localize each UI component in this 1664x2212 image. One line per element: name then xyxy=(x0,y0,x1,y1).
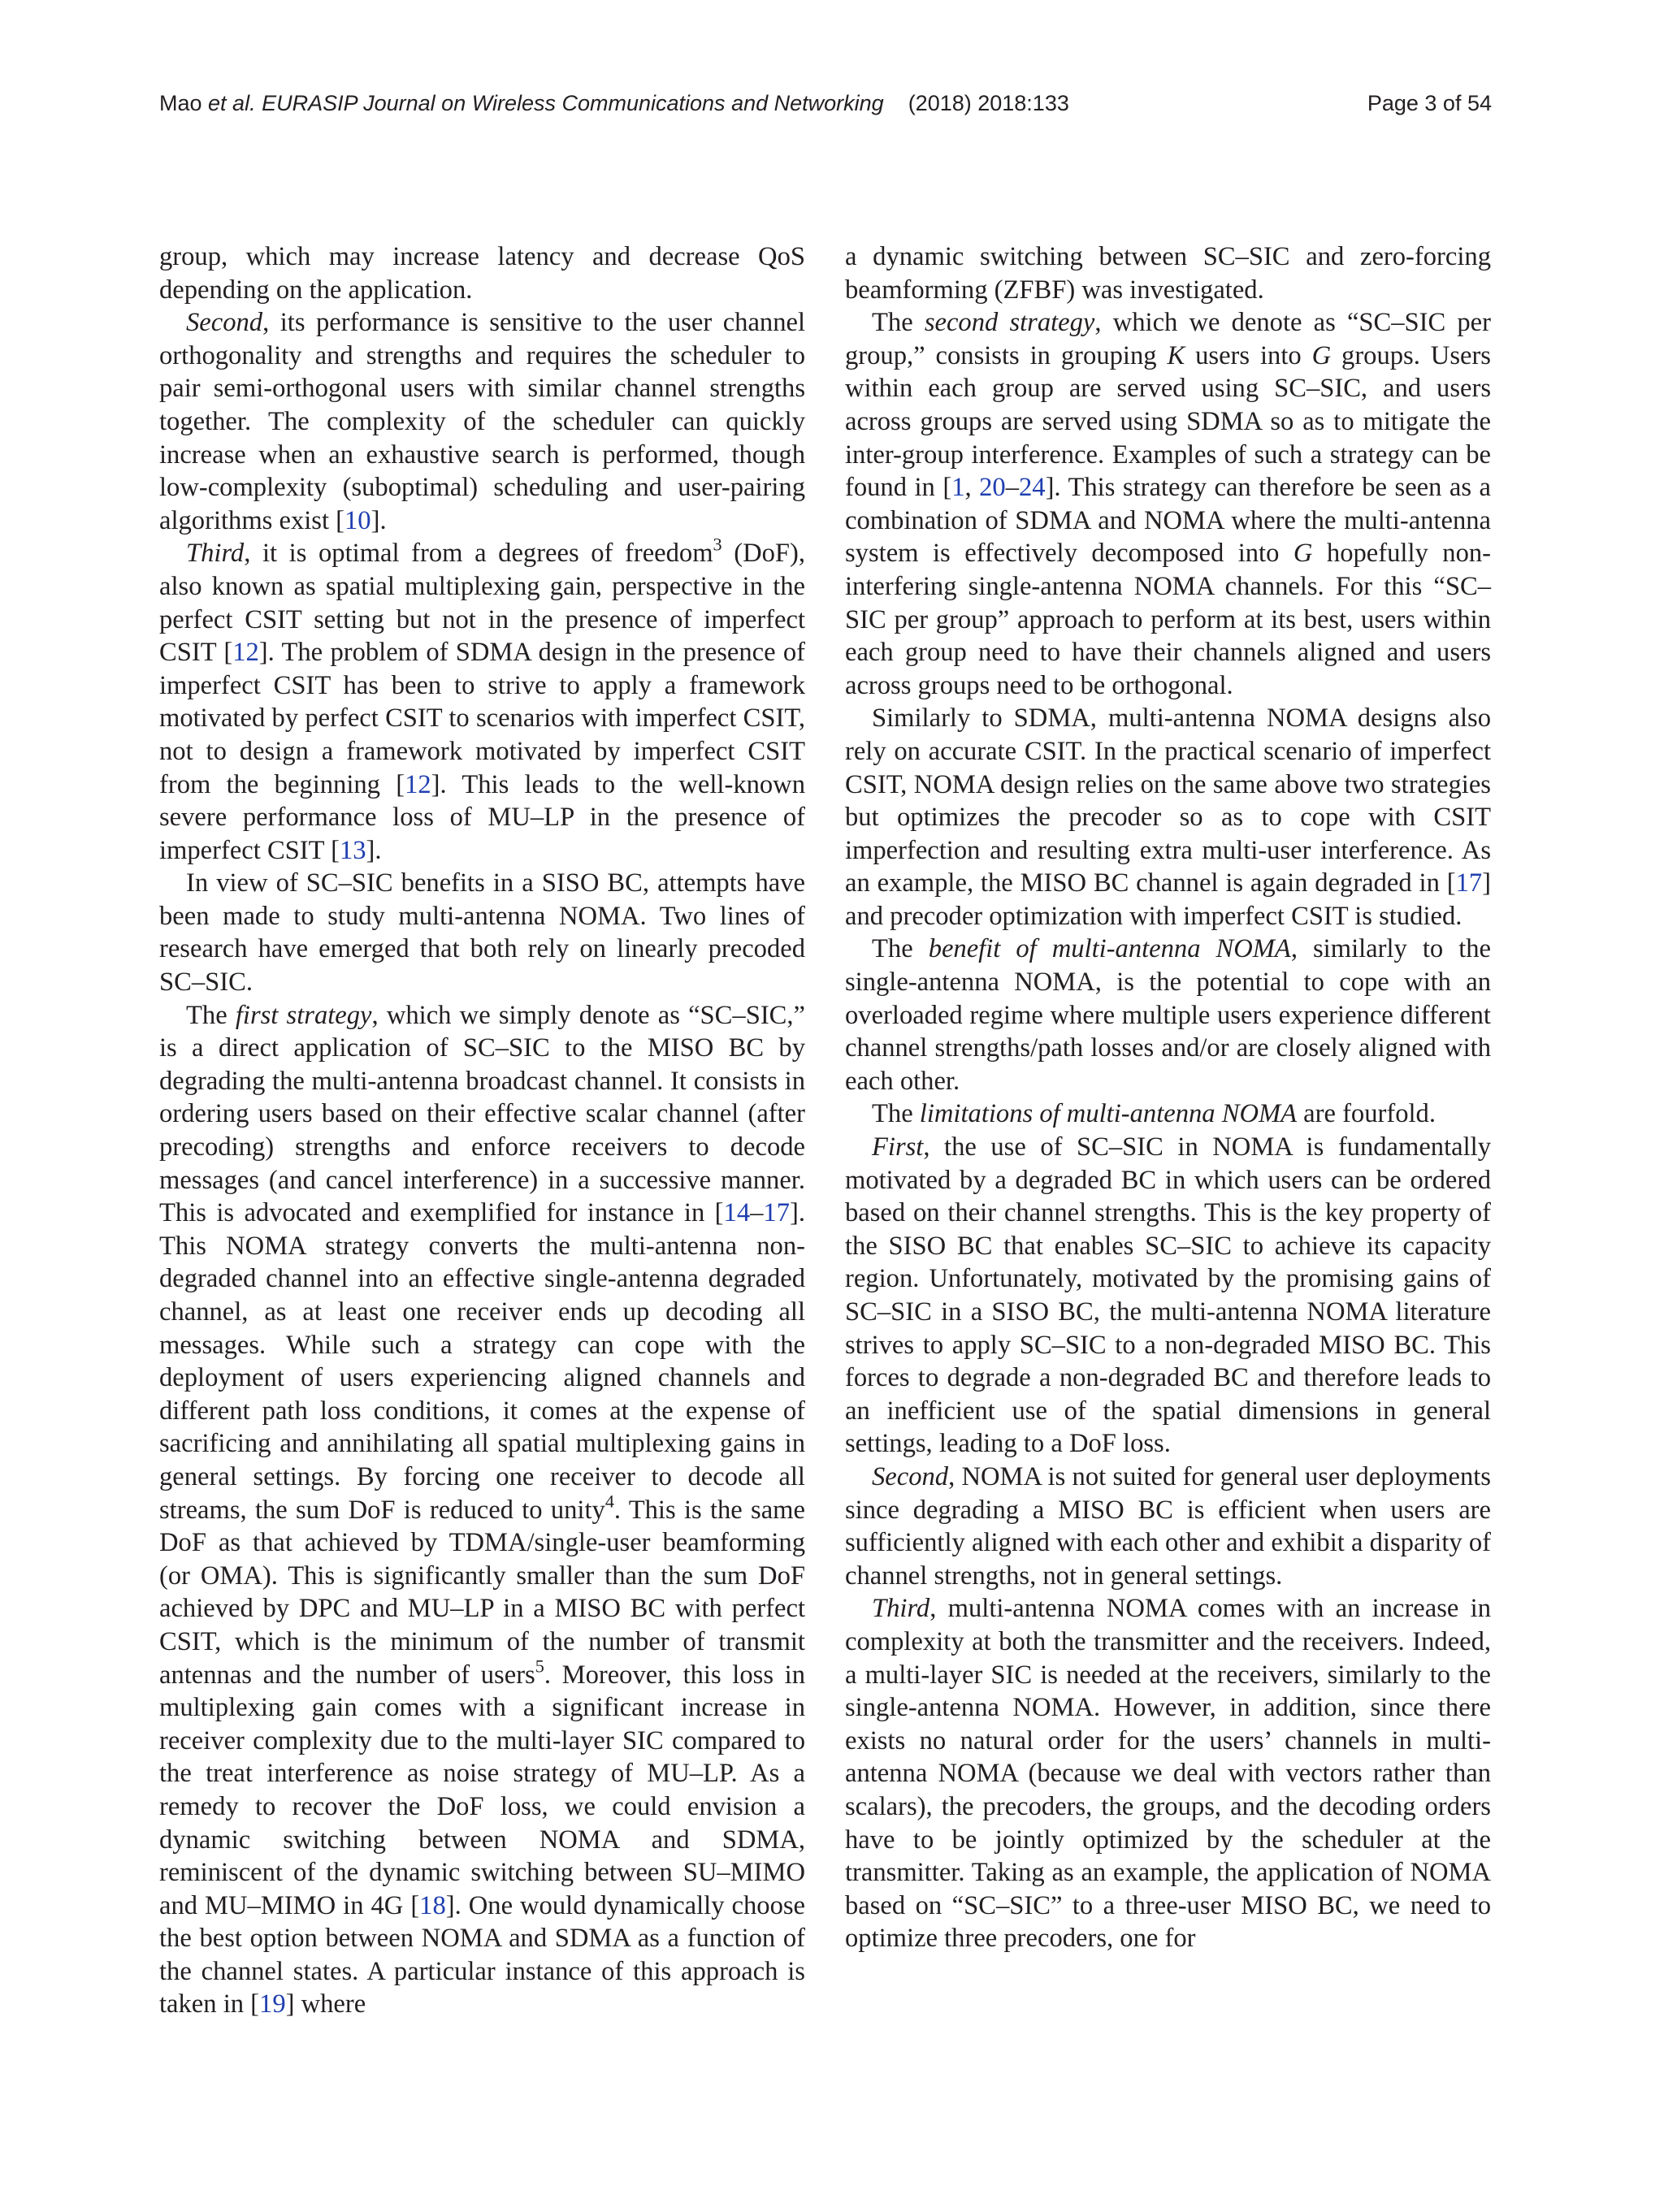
citation-link[interactable]: 10 xyxy=(344,505,371,535)
running-header xyxy=(159,91,1492,123)
citation-separator: , xyxy=(964,473,980,503)
paragraph-text: ]. xyxy=(366,835,382,865)
header-citation-line xyxy=(159,91,1069,116)
paragraph xyxy=(845,240,1491,306)
header-page-number: Page 3 of 54 xyxy=(1367,91,1492,115)
lead-word: First xyxy=(872,1132,924,1162)
paragraph xyxy=(845,1461,1491,1592)
citation-link[interactable]: 19 xyxy=(259,1989,286,2019)
header-et-al: et al. xyxy=(208,91,256,115)
citation-link[interactable]: 12 xyxy=(405,769,431,799)
paragraph xyxy=(845,1131,1491,1461)
header-journal: EURASIP Journal on Wireless Communications and Networking xyxy=(262,91,884,115)
paragraph-text: ]. This leads to the well-known severe performance loss of MU–LP in the presence of imperfect CSIT [ xyxy=(159,769,805,865)
lead-word: Third xyxy=(186,539,245,569)
paragraph-text: ] and precoder optimization with imperfect CSIT is studied. xyxy=(845,868,1491,931)
paragraph-text: ]. This strategy can therefore be seen as a combination of SDMA and NOMA where the multi-antenna system is effectively decomposed into xyxy=(845,473,1491,569)
right-column xyxy=(845,240,1491,1955)
paragraph xyxy=(845,933,1491,1097)
paragraph-text: ]. The problem of SDMA design in the presence of imperfect CSIT has been to strive to apply a framework motivated by perfect CSIT to scenarios with imperfect CSIT, not to design a framework motivated by imperfect CSIT from the beginning [ xyxy=(159,638,805,799)
paragraph-text: ]. One would dynamically choose the best option between NOMA and SDMA as a function of the channel states. A particular instance of this approach is taken in [ xyxy=(159,1890,805,2019)
footnote-marker[interactable]: 4 xyxy=(604,1490,614,1511)
paragraph xyxy=(845,702,1491,933)
lead-word: Third xyxy=(872,1594,930,1624)
citation-range-dash: – xyxy=(1005,473,1019,503)
footnote-marker[interactable]: 5 xyxy=(535,1655,544,1676)
paragraph-text: a dynamic switching between SC–SIC and zero-forcing beamforming (ZFBF) was investigated. xyxy=(845,242,1491,305)
paragraph-text: The xyxy=(872,1099,920,1129)
math-variable: G xyxy=(1311,340,1332,370)
paragraph-text: are fourfold. xyxy=(1297,1099,1436,1129)
paragraph-text: , similarly to the single-antenna NOMA, is the potential to cope with an overloaded regime where multiple users experience different channel strengths/path losses and/or are closely aligned with each other. xyxy=(845,934,1492,1096)
header-volume: (2018) 2018:133 xyxy=(908,91,1069,115)
paragraph-text: ]. This NOMA strategy converts the multi-antenna non-degraded channel into an effective single-antenna degraded channel, as at least one receiver ends up decoding all messages. While such a strategy can cope with the deployment of users experiencing aligned channels and different path loss conditions, it comes at the expense of sacrificing and annihilating all spatial multiplexing gains in general settings. By forcing one receiver to decode all streams, the sum DoF is reduced to unity xyxy=(159,1198,805,1525)
paragraph-text: . This is the same DoF as that achieved by TDMA/single-user beamforming (or OMA). This is significantly smaller than the sum DoF achieved by DPC and MU–LP in a MISO BC with perfect CSIT, which is the minimum of the number of transmit antennas and the number of users xyxy=(159,1495,805,1690)
citation-link[interactable]: 1 xyxy=(951,473,965,503)
citation-link[interactable]: 13 xyxy=(339,835,366,865)
citation-link[interactable]: 24 xyxy=(1019,473,1046,503)
math-variable: G xyxy=(1293,539,1313,569)
emphasis: first strategy xyxy=(235,1000,372,1030)
citation-link[interactable]: 17 xyxy=(1455,868,1483,898)
paragraph-text: Similarly to SDMA, multi-antenna NOMA designs also rely on accurate CSIT. In the practical scenario of imperfect CSIT, NOMA design relies on the same above two strategies but optimizes the precoder so as to cope with CSIT imperfection and resulting extra multi-user interference. As an example, the MISO BC channel is again degraded in [ xyxy=(845,703,1491,898)
paragraph-text: (DoF), also known as spatial multiplexing gain, perspective in the perfect CSIT setting but not in the presence of imperfect CSIT [ xyxy=(159,539,806,668)
citation-link[interactable]: 20 xyxy=(979,473,1006,503)
emphasis: benefit of multi-antenna NOMA xyxy=(928,934,1291,964)
paragraph xyxy=(159,240,805,306)
paragraph-text: . Moreover, this loss in multiplexing gain comes with a significant increase in receiver complexity due to the multi-layer SIC compared to the treat interference as noise strategy of MU–LP. As a remedy to recover the DoF loss, we could envision a dynamic switching between NOMA and SDMA, reminiscent of the dynamic switching between SU–MIMO and MU–MIMO in 4G [ xyxy=(159,1660,805,1920)
paragraph-text: group, which may increase latency and decrease QoS depending on the application. xyxy=(159,242,805,305)
paragraph-text: , multi-antenna NOMA comes with an increase in complexity at both the transmitter and the receivers. Indeed, a multi-layer SIC is needed at the receivers, similarly to the single-antenna NOMA. However, in addition, since there exists no natural order for the users’ channels in multi-antenna NOMA (because we deal with vectors rather than scalars), the precoders, the groups, and the decoding orders have to be jointly optimized by the scheduler at the transmitter. Taking as an example, the application of NOMA based on “SC–SIC” to a three-user MISO BC, we need to optimize three precoders, one for xyxy=(845,1594,1491,1954)
paragraph-text: In view of SC–SIC benefits in a SISO BC, attempts have been made to study multi-antenna NOMA. Two lines of research have emerged that both rely on linearly precoded SC–SIC. xyxy=(159,868,805,998)
paragraph-text: ] where xyxy=(285,1989,366,2019)
paragraph-text: , NOMA is not suited for general user deployments since degrading a MISO BC is efficient when users are sufficiently aligned with each other and exhibit a disparity of channel strengths, not in general settings. xyxy=(845,1461,1491,1591)
left-column xyxy=(159,240,805,2021)
emphasis: second strategy xyxy=(924,308,1095,338)
citation-range-dash: – xyxy=(750,1198,764,1228)
citation-link[interactable]: 18 xyxy=(419,1890,446,1920)
paragraph-text: hopefully non-interfering single-antenna NOMA channels. For this “SC–SIC per group” approach to perform at its best, users within each group need to have their channels aligned and users across groups need to be orthogonal. xyxy=(845,539,1491,700)
lead-word: Second xyxy=(872,1461,949,1491)
paragraph-text: groups. Users within each group are served using SC–SIC, and users across groups are served using SDMA so as to mitigate the inter-group interference. Examples of such a strategy can be found in [ xyxy=(845,340,1491,503)
paragraph-text: , it is optimal from a degrees of freedom xyxy=(244,539,713,569)
paragraph-text: The xyxy=(186,1000,236,1030)
paragraph-text: The xyxy=(872,934,929,964)
math-variable: K xyxy=(1167,340,1185,370)
paragraph xyxy=(845,1097,1491,1131)
paragraph xyxy=(845,1592,1491,1955)
paragraph-text: , the use of SC–SIC in NOMA is fundamentally motivated by a degraded BC in which users can be ordered based on their channel strengths. This is the key property of the SISO BC that enables SC–SIC to achieve its capacity region. Unfortunately, motivated by the promising gains of SC–SIC in a SISO BC, the multi-antenna NOMA literature strives to apply SC–SIC to a non-degraded MISO BC. This forces to degrade a non-degraded BC and therefore leads to an inefficient use of the spatial dimensions in general settings, leading to a DoF loss. xyxy=(845,1132,1491,1459)
paragraph xyxy=(159,867,805,998)
paragraph xyxy=(845,306,1491,702)
lead-word: Second xyxy=(186,308,263,338)
paragraph-text: , which we simply denote as “SC–SIC,” is a direct application of SC–SIC to the MISO BC by degrading the multi-antenna broadcast channel. It consists in ordering users based on their effective scalar channel (after precoding) strengths and enforce receivers to decode messages (and cancel interference) in a successive manner. This is advocated and exemplified for instance in [ xyxy=(159,1000,805,1228)
paragraph-text: ]. xyxy=(370,505,387,535)
emphasis: limitations of multi-antenna NOMA xyxy=(919,1099,1298,1129)
citation-link[interactable]: 17 xyxy=(763,1198,790,1228)
paragraph-text: , its performance is sensitive to the user channel orthogonality and strengths and requires the scheduler to pair semi-orthogonal users with similar channel strengths together. The complexity of the scheduler can quickly increase when an exhaustive search is performed, though low-complexity (suboptimal) scheduling and user-pairing algorithms exist [ xyxy=(159,308,805,535)
paragraph-text: The xyxy=(872,308,925,338)
paragraph xyxy=(159,534,806,867)
paragraph-text: users into xyxy=(1185,340,1312,370)
paragraph xyxy=(159,306,805,537)
footnote-marker[interactable]: 3 xyxy=(713,534,722,555)
paragraph-text: , which we denote as “SC–SIC per group,” consists in grouping xyxy=(845,308,1491,370)
paragraph xyxy=(159,999,805,2021)
citation-link[interactable]: 12 xyxy=(232,638,259,668)
header-author: Mao xyxy=(159,91,209,115)
citation-link[interactable]: 14 xyxy=(723,1198,751,1228)
